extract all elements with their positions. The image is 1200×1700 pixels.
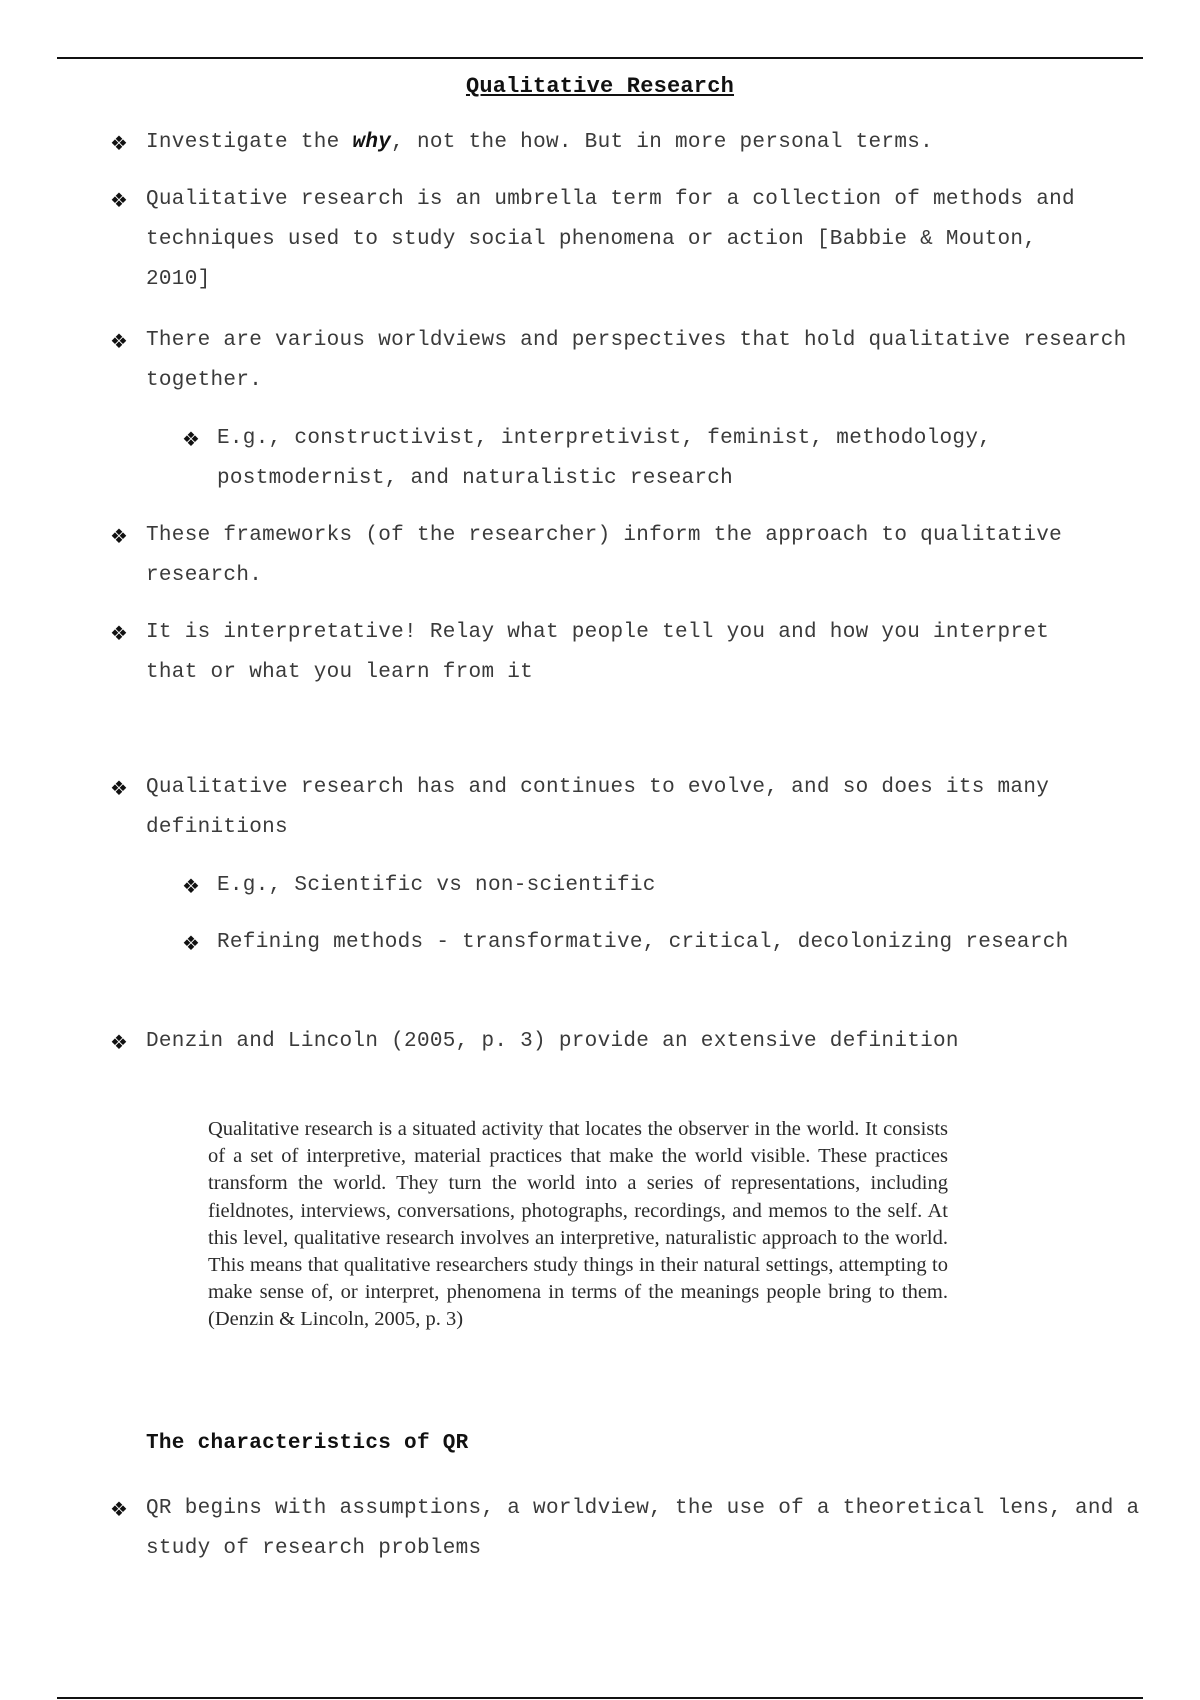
sub-bullet-item-refining-methods: Refining methods - transformative, critical, decolonizing research [217,931,1069,954]
bullet-icon: ❖ [110,1497,128,1521]
sub-bullet-icon: ❖ [182,427,200,451]
bullet-text: , not the how. But in more personal terms. [391,131,934,154]
page-title: Qualitative Research [465,74,735,99]
bullet-icon: ❖ [110,188,128,212]
bullet-item-why [146,123,1156,163]
bullet-text: Investigate the [146,131,353,154]
bullet-icon: ❖ [110,621,128,645]
bullet-icon: ❖ [110,524,128,548]
bottom-rule [57,1697,1143,1699]
bullet-item-umbrella-term: Qualitative research is an umbrella term for a collection of methods and techniques used to study social phenomena or action [Babbie & Mouton, 2010] [146,188,1075,291]
bullet-item-worldviews: There are various worldviews and perspectives that hold qualitative research together. [146,329,1127,392]
bullet-item-qr-assumptions: QR begins with assumptions, a worldview, the use of a theoretical lens, and a study of research problems [146,1497,1140,1560]
bullet-icon: ❖ [110,329,128,353]
bullet-icon: ❖ [110,1030,128,1054]
sub-bullet-icon: ❖ [182,874,200,898]
denzin-lincoln-quote: Qualitative research is a situated activity that locates the observer in the world. It consists of a set of interpretive, material practices that make the world visible. These practices transform the world. They turn the world into a series of representations, including fieldnotes, interviews, conversations, photographs, recordings, and memos to the self. At this level, qualitative research involves an interpretive, naturalistic approach to the world. This means that qualitative researchers study things in their natural settings, attempting to make sense of, or interpret, phenomena in terms of the meanings people bring to them. (Denzin & Lincoln, 2005, p. 3) [208,1118,948,1331]
sub-bullet-item-scientific: E.g., Scientific vs non-scientific [217,874,656,897]
bullet-item-interpretative: It is interpretative! Relay what people tell you and how you interpret that or what you learn from it [146,621,1050,684]
bullet-icon: ❖ [110,776,128,800]
bullet-item-frameworks: These frameworks (of the researcher) inform the approach to qualitative research. [146,524,1063,587]
section-heading-characteristics: The characteristics of QR [146,1432,469,1455]
sub-bullet-item-perspectives: E.g., constructivist, interpretivist, feminist, methodology, postmodernist, and naturalistic research [217,427,992,490]
sub-bullet-icon: ❖ [182,931,200,955]
bullet-icon: ❖ [110,131,128,155]
emphasis-why: why [352,131,392,154]
top-rule [57,57,1143,59]
bullet-item-denzin-lincoln: Denzin and Lincoln (2005, p. 3) provide an extensive definition [146,1030,959,1053]
bullet-item-evolve: Qualitative research has and continues to evolve, and so does its many definitions [146,776,1050,839]
